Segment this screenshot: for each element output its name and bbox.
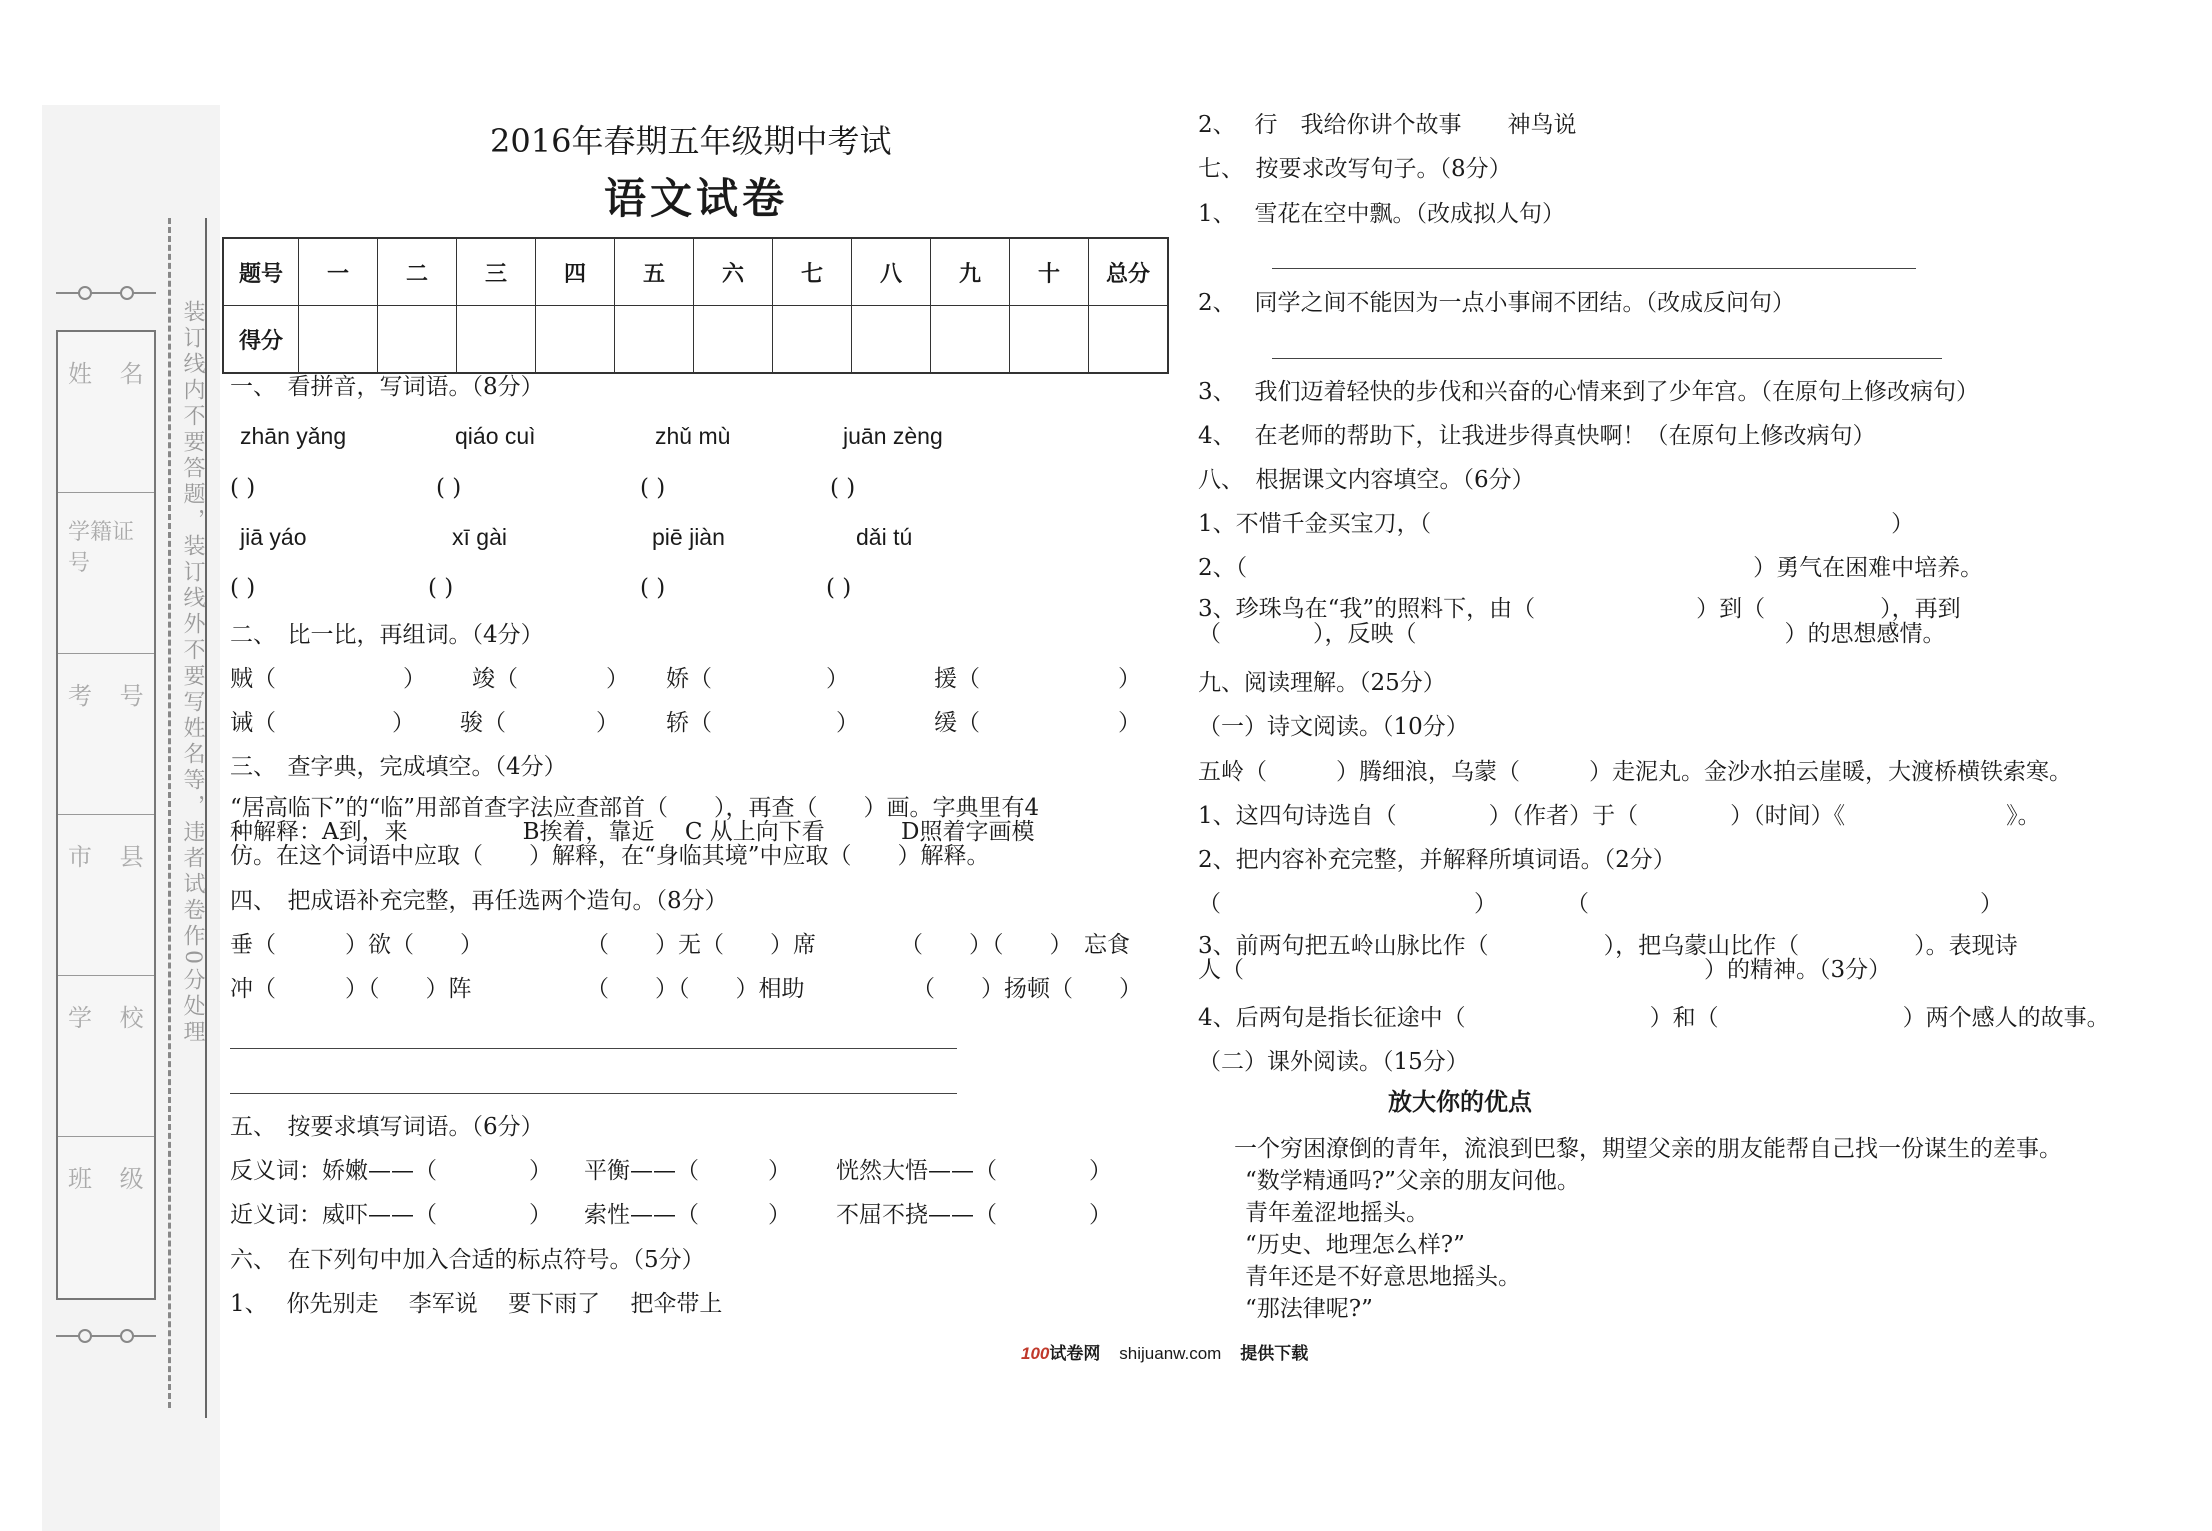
section-4-title: 四、 把成语补充完整，再任选两个造句。（8分） (230, 888, 728, 914)
word-bracket: ） (606, 666, 629, 692)
exam-number-field[interactable]: 考 号 (58, 654, 154, 815)
school-field[interactable]: 学 校 (58, 976, 154, 1137)
pinyin: zhǔ mù (655, 423, 731, 449)
score-cell[interactable] (852, 306, 931, 374)
word-bracket: ） (826, 666, 849, 692)
section-3-text: 仿。在这个词语中应取（ ）解释，在“身临其境”中应取（ ）解释。 (230, 843, 990, 869)
word-char: 诫（ (230, 710, 276, 736)
word-pair[interactable]: 恍然大悟——（ ） (836, 1158, 1112, 1184)
section-3-text: 种解释：A到，来 B挨着，靠近 C 从上向下看 D照着字画模 (230, 819, 1035, 845)
idiom-blank[interactable]: 垂（ ）欲（ ） (230, 932, 483, 958)
word-char: 援（ (934, 666, 980, 692)
rewrite-question: 1、 雪花在空中飘。（改成拟人句） (1198, 201, 1565, 227)
site-url[interactable]: shijuanw.com (1119, 1344, 1222, 1363)
site-name: 试卷网 (1049, 1344, 1101, 1363)
table-cell: 四 (536, 238, 615, 306)
name-field[interactable]: 姓 名 (58, 332, 154, 493)
poem-text[interactable]: 五岭（ ）腾细浪，乌蒙（ ）走泥丸。金沙水拍云崖暖，大渡桥横铁索寒。 (1198, 759, 2072, 785)
score-cell[interactable] (536, 306, 615, 374)
word-bracket: ） (1118, 666, 1141, 692)
table-cell: 十 (1010, 238, 1089, 306)
punctuation-sentence: 2、 行 我给你讲个故事 神鸟说 (1198, 112, 1577, 138)
table-cell: 九 (931, 238, 1010, 306)
word-pair[interactable]: 索性——（ ） (584, 1202, 791, 1228)
section-1-title: 一、 看拼音，写词语。（8分） (230, 374, 544, 400)
pinyin: xī gài (452, 524, 507, 550)
reading-question[interactable]: 4、后两句是指长征途中（ ）和（ ）两个感人的故事。 (1198, 1005, 2110, 1031)
score-cell[interactable] (457, 306, 536, 374)
answer-blank[interactable]: ( ) (230, 575, 256, 601)
section-8-title: 八、 根据课文内容填空。（6分） (1198, 467, 1535, 493)
article-paragraph: “历史、地理怎么样?” (1245, 1232, 1465, 1258)
word-bracket: ） (403, 666, 426, 692)
city-county-field[interactable]: 市 县 (58, 815, 154, 976)
word-char: 贼（ (230, 666, 276, 692)
idiom-blank[interactable]: （ ）无（ ）席 (586, 932, 816, 958)
word-char: 轿（ (666, 710, 712, 736)
section-3-title: 三、 查字典，完成填空。（4分） (230, 754, 567, 780)
section-9-title: 九、阅读理解。（25分） (1198, 670, 1446, 696)
section-2-title: 二、 比一比，再组词。（4分） (230, 622, 544, 648)
table-cell: 八 (852, 238, 931, 306)
class-field[interactable]: 班 级 (68, 1165, 154, 1193)
score-table-score-row (223, 306, 1168, 374)
answer-blank[interactable]: ( ) (436, 475, 462, 501)
answer-blank[interactable]: ( ) (230, 475, 256, 501)
extracurricular-subsection-title: （二）课外阅读。（15分） (1198, 1049, 1469, 1075)
margin-rule (205, 218, 207, 1418)
answer-blank[interactable]: ( ) (428, 575, 454, 601)
section-7-title: 七、 按要求改写句子。（8分） (1198, 156, 1512, 182)
article-paragraph: 青年还是不好意思地摇头。 (1245, 1264, 1521, 1290)
rewrite-question: 4、 在老师的帮助下，让我进步得真快啊！（在原句上修改病句） (1198, 423, 1876, 449)
score-cell[interactable] (931, 306, 1010, 374)
reading-question[interactable]: 3、前两句把五岭山脉比作（ ），把乌蒙山比作（ ）。表现诗 (1198, 933, 2018, 959)
table-cell: 一 (299, 238, 378, 306)
score-label: 得分 (223, 306, 299, 374)
idiom-blank[interactable]: （ ）（ ） 忘食 (900, 932, 1130, 958)
article-paragraph: 青年羞涩地摇头。 (1245, 1200, 1429, 1226)
article-paragraph: “数学精通吗?”父亲的朋友问他。 (1245, 1168, 1580, 1194)
article-paragraph: “那法律呢?” (1245, 1296, 1373, 1322)
score-cell[interactable] (694, 306, 773, 374)
student-id-field[interactable]: 学籍证号 (58, 493, 154, 654)
fill-question[interactable]: （ ），反映（ ）的思想感情。 (1198, 621, 1946, 647)
section-6-title: 六、 在下列句中加入合适的标点符号。（5分） (230, 1247, 705, 1273)
table-cell: 六 (694, 238, 773, 306)
reading-question[interactable]: 1、这四句诗选自（ ）（作者）于（ ）（时间）《 》。 (1198, 803, 2041, 829)
rewrite-answer-line[interactable] (1272, 268, 1916, 269)
word-pair[interactable]: 不屈不挠——（ ） (836, 1202, 1112, 1228)
idiom-blank[interactable]: 冲（ ）（ ）阵 (230, 976, 472, 1002)
fill-question[interactable]: 3、珍珠鸟在“我”的照料下，由（ ）到（ ），再到 (1198, 596, 1961, 622)
section-5-title: 五、 按要求填写词语。（6分） (230, 1114, 544, 1140)
punctuation-sentence: 1、 你先别走 李军说 要下雨了 把伞带上 (230, 1291, 723, 1317)
score-cell[interactable] (378, 306, 457, 374)
sentence-answer-line[interactable] (230, 1048, 957, 1049)
pinyin: qiáo cuì (455, 423, 536, 449)
answer-blank[interactable]: ( ) (826, 575, 852, 601)
article-title: 放大你的优点 (1388, 1089, 1532, 1116)
answer-blank[interactable]: ( ) (640, 475, 666, 501)
word-char: 竣（ (472, 666, 518, 692)
student-info-box (56, 330, 156, 1300)
fill-question[interactable]: 2、（ ）勇气在困难中培养。 (1198, 555, 1984, 581)
binding-ornament-top (56, 292, 156, 294)
score-cell[interactable] (615, 306, 694, 374)
word-pair[interactable]: 近义词：威吓——（ ） (230, 1202, 552, 1228)
word-char: 缓（ (934, 710, 980, 736)
reading-question[interactable]: 人（ ）的精神。（3分） (1198, 957, 1892, 983)
table-cell: 五 (615, 238, 694, 306)
table-cell: 二 (378, 238, 457, 306)
section-3-text: “居高临下”的“临”用部首查字法应查部首（ ），再查（ ）画。字典里有4 (230, 795, 1040, 821)
score-cell[interactable] (1010, 306, 1089, 374)
reading-question: 2、把内容补充完整，并解释所填词语。（2分） (1198, 847, 1676, 873)
answer-blank[interactable]: （ ） （ ） (1198, 891, 2003, 917)
score-table (222, 237, 1169, 374)
binding-ornament-bottom (56, 1335, 156, 1337)
binding-dashed-line (168, 218, 171, 1408)
pinyin: dǎi tú (856, 524, 913, 550)
table-cell: 三 (457, 238, 536, 306)
score-table-header-row (223, 238, 1168, 306)
word-pair[interactable]: 平衡——（ ） (584, 1158, 791, 1184)
pinyin: zhān yǎng (240, 423, 347, 449)
rewrite-question: 2、 同学之间不能因为一点小事闹不团结。（改成反问句） (1198, 290, 1795, 316)
table-cell: 七 (773, 238, 852, 306)
binding-warning: 装订线内不要答题，装订线外不要写姓名等，违者试卷作0分处理 (180, 300, 205, 1046)
rewrite-answer-line[interactable] (1272, 358, 1942, 359)
exam-heading: 2016年春期五年级期中考试 (490, 122, 892, 160)
score-cell[interactable] (1089, 306, 1169, 374)
sentence-answer-line[interactable] (230, 1093, 957, 1094)
word-pair[interactable]: 反义词：娇嫩——（ ） (230, 1158, 552, 1184)
pinyin: juān zèng (843, 423, 943, 449)
word-bracket: ） (392, 710, 415, 736)
answer-blank[interactable]: ( ) (640, 575, 666, 601)
download-note: 提供下载 (1240, 1344, 1309, 1363)
word-bracket: ） (1118, 710, 1141, 736)
score-cell[interactable] (773, 306, 852, 374)
idiom-blank[interactable]: （ ）（ ）相助 (586, 976, 805, 1002)
word-char: 娇（ (666, 666, 712, 692)
word-char: 骏（ (460, 710, 506, 736)
total-score-label: 总分 (1089, 238, 1169, 306)
poem-subsection-title: （一）诗文阅读。（10分） (1198, 714, 1469, 740)
idiom-blank[interactable]: （ ）扬顿（ ） (912, 976, 1142, 1002)
rewrite-question: 3、 我们迈着轻快的步伐和兴奋的心情来到了少年宫。（在原句上修改病句） (1198, 379, 1979, 405)
fill-question[interactable]: 1、不惜千金买宝刀，（ ） (1198, 511, 1915, 537)
pinyin: piē jiàn (652, 524, 725, 550)
article-paragraph: 一个穷困潦倒的青年，流浪到巴黎，期望父亲的朋友能帮自己找一份谋生的差事。 (1234, 1136, 2062, 1162)
score-cell[interactable] (299, 306, 378, 374)
question-number-label: 题号 (223, 238, 299, 306)
exam-title: 语文试卷 (604, 174, 789, 223)
answer-blank[interactable]: ( ) (830, 475, 856, 501)
word-bracket: ） (596, 710, 619, 736)
pinyin: jiā yáo (240, 524, 307, 550)
source-footer (1021, 1339, 1308, 1364)
site-logo: 100 (1021, 1344, 1050, 1363)
word-bracket: ） (836, 710, 859, 736)
